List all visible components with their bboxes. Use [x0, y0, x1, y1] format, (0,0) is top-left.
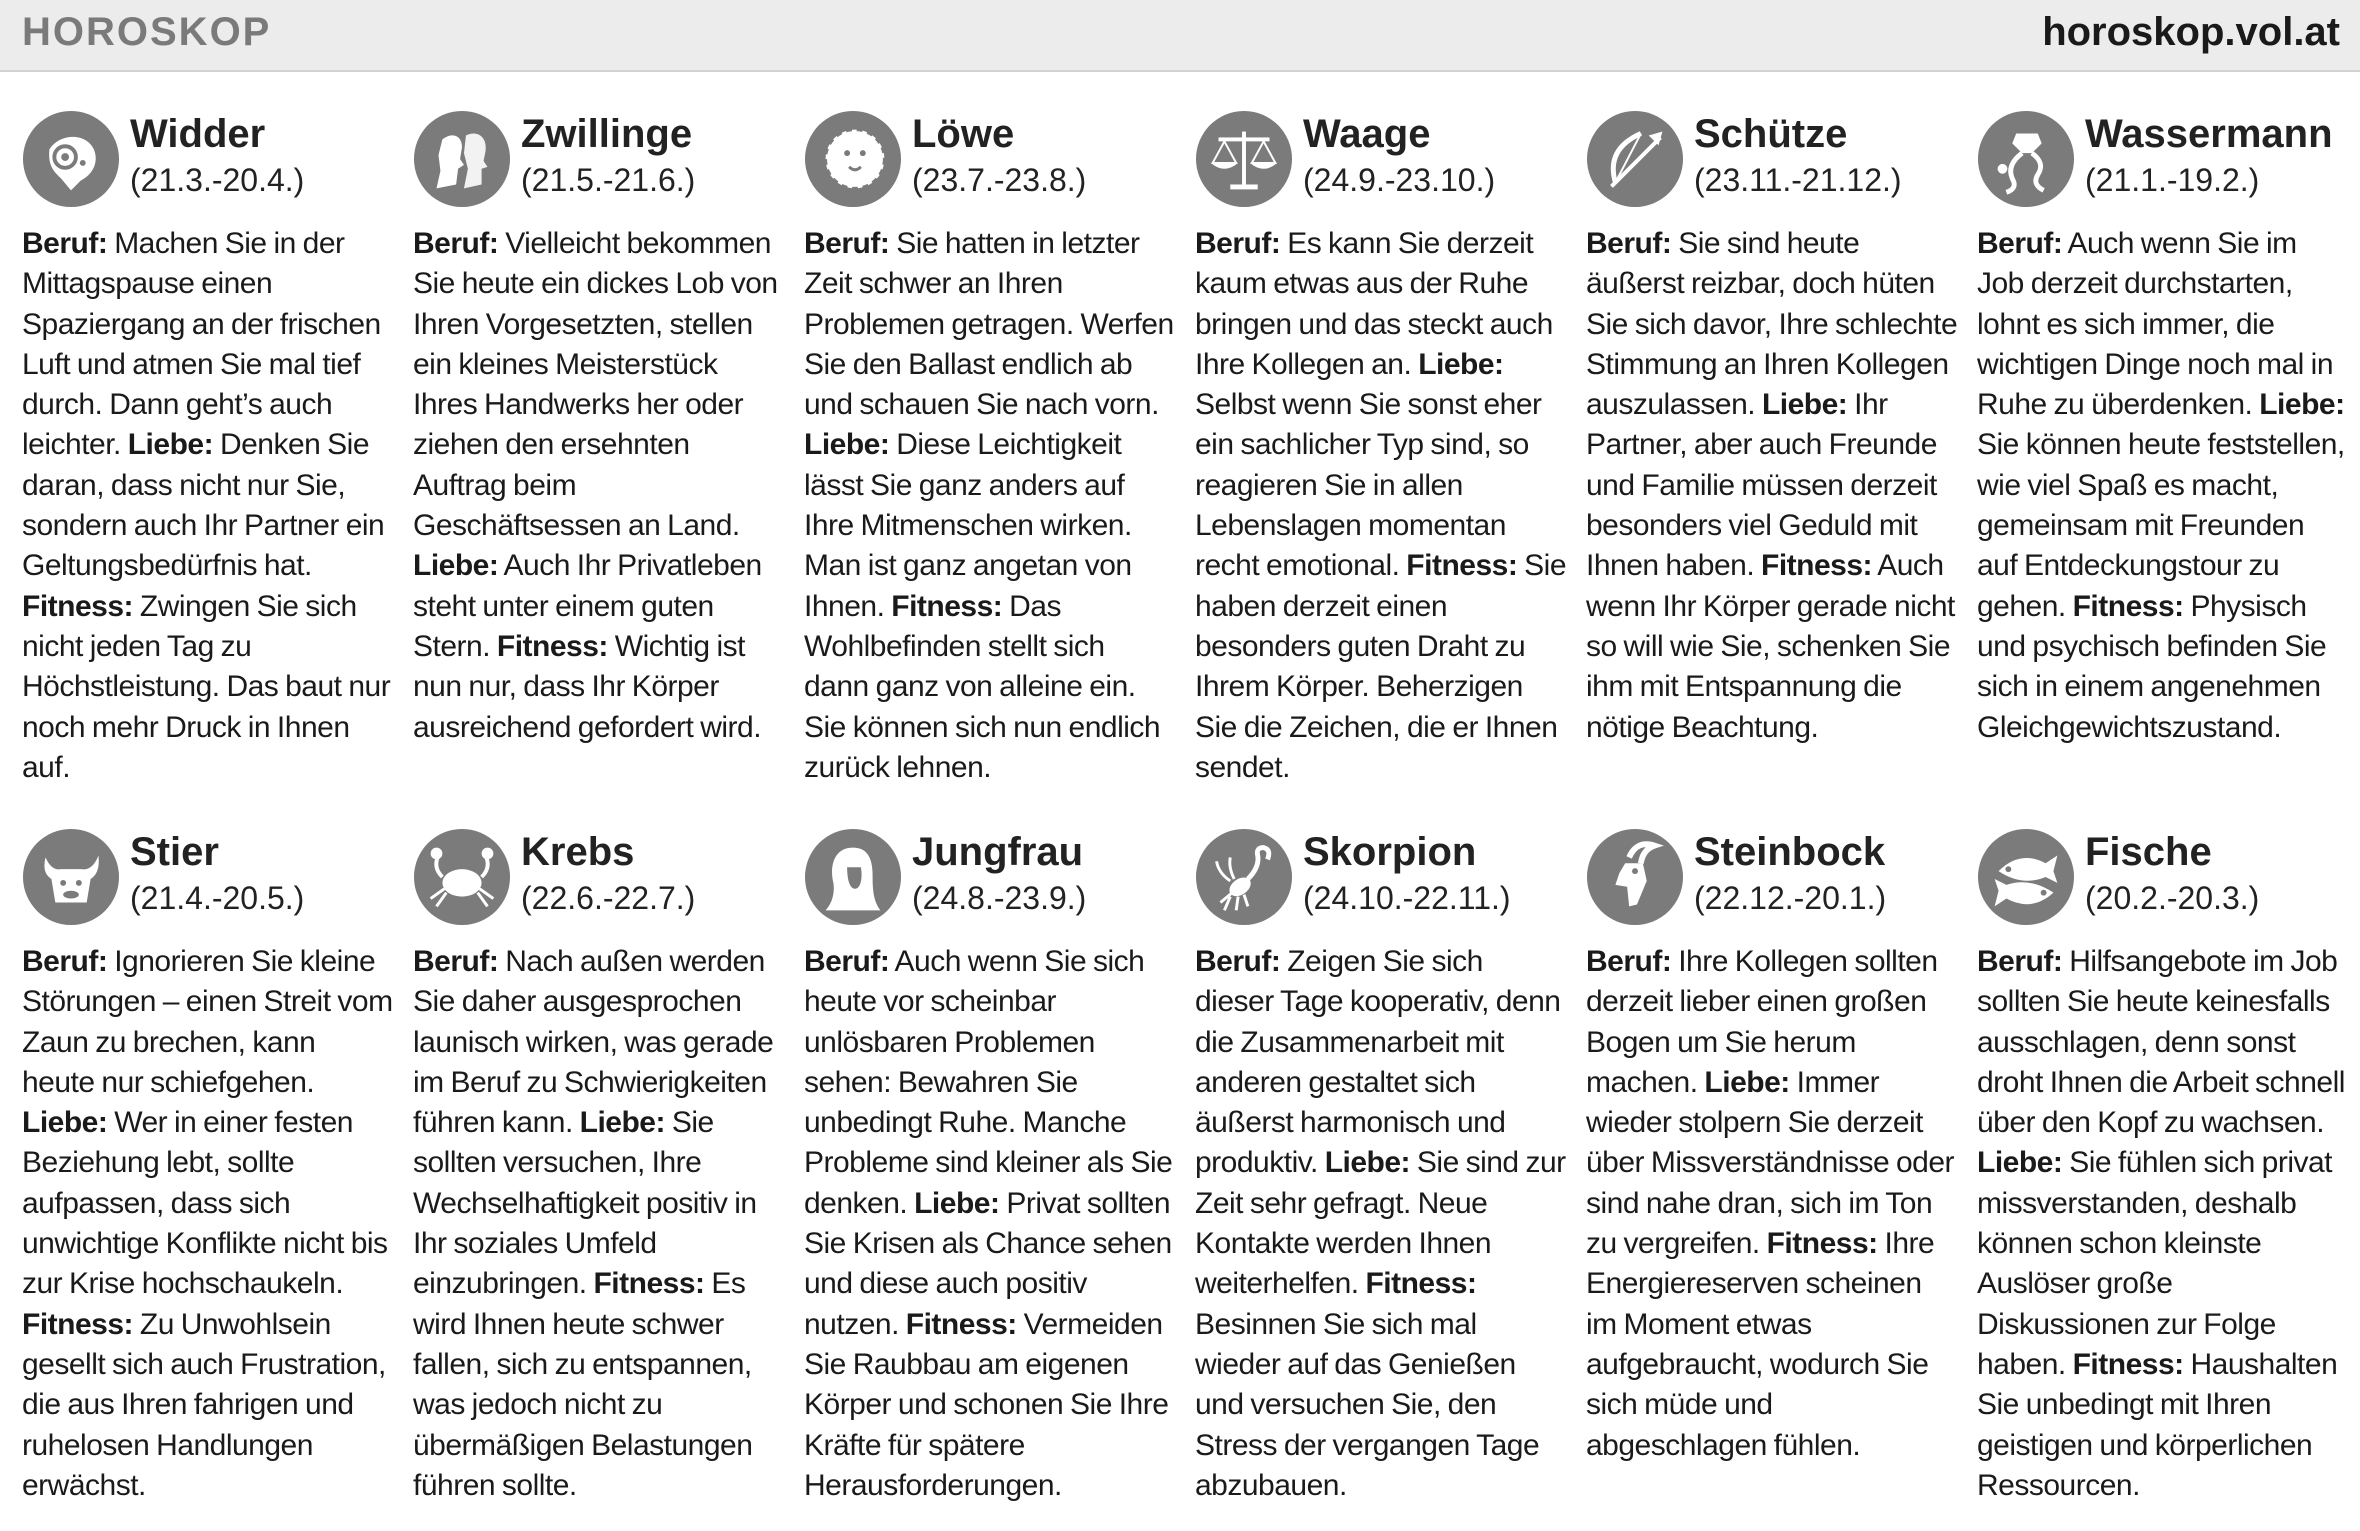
beruf-label: Beruf: [22, 227, 108, 260]
section-title: HOROSKOP [22, 10, 272, 54]
beruf-label: Beruf: [1195, 227, 1281, 260]
sign-text [413, 942, 785, 1506]
ram-icon [22, 110, 120, 208]
fitness-text: Es wird Ihnen heute schwer fallen, sich zu entspannen, was jedoch nicht zu übermäßigen Belastungen führen sollte. [413, 1267, 753, 1502]
fish-icon [1977, 828, 2075, 926]
liebe-label: Liebe: [2259, 388, 2345, 422]
fitness-text: Ihre Energiereserven scheinen im Moment etwas aufgebraucht, wodurch Sie sich müde und abgeschlagen fühlen. [1586, 1227, 1935, 1462]
fitness-text: Zu Unwohlsein gesellt sich auch Frustration, die aus Ihren fahrigen und ruhelosen Handlungen erwächst. [22, 1307, 386, 1502]
liebe-text: Auch Ihr Privatleben steht unter einem guten Stern. [413, 549, 762, 663]
sign-dates: (21.5.-21.6.) [521, 162, 696, 198]
sign-name: Steinbock [1694, 830, 1886, 874]
sign-text [22, 224, 394, 788]
sign-dates: (23.11.-21.12.) [1694, 162, 1902, 198]
fitness-label: Fitness: [22, 589, 134, 623]
liebe-text: Sie sollten versuchen, Ihre Wechselhaftigkeit positiv in Ihr soziales Umfeld einzubringen. [413, 1106, 757, 1301]
fitness-label: Fitness: [1365, 1267, 1477, 1301]
sign-text [22, 942, 394, 1506]
liebe-label: Liebe: [22, 1106, 108, 1140]
beruf-label: Beruf: [1586, 945, 1672, 978]
sign-name: Zwillinge [521, 112, 693, 156]
liebe-label: Liebe: [1704, 1065, 1790, 1099]
fitness-text: Physisch und psychisch befinden Sie sich in einem angenehmen Gleichgewichtszustand. [1977, 589, 2327, 744]
sign-name: Krebs [521, 830, 635, 874]
virgin-icon [804, 828, 902, 926]
liebe-text: Sie sind zur Zeit sehr gefragt. Neue Kontakte werden Ihnen weiterhelfen. [1195, 1146, 1566, 1301]
site-url[interactable]: horoskop.vol.at [2042, 10, 2340, 54]
ibex-icon [1586, 828, 1684, 926]
twins-icon [413, 110, 511, 208]
fitness-label: Fitness: [1766, 1227, 1878, 1261]
beruf-label: Beruf: [1195, 945, 1281, 978]
beruf-text: Sie sind heute äußerst reizbar, doch hüten Sie sich davor, Ihre schlechte Stimmung an Ihren Kollegen auszulassen. [1586, 227, 1958, 422]
sign-dates: (24.8.-23.9.) [912, 880, 1087, 916]
sign-name: Widder [130, 112, 266, 156]
liebe-text: Privat sollten Sie Krisen als Chance sehen und diese auch positiv nutzen. [804, 1186, 1172, 1341]
beruf-text: Ihre Kollegen sollten derzeit lieber einen großen Bogen um Sie herum machen. [1586, 945, 1938, 1099]
sign-dates: (24.9.-23.10.) [1303, 162, 1496, 198]
beruf-label: Beruf: [1977, 945, 2063, 978]
beruf-text: Vielleicht bekommen Sie heute ein dickes Lob von Ihren Vorgesetzten, stellen ein kleines Meisterstück Ihres Handwerks her oder ziehen den ersehnten Auftrag beim Geschäftsessen an Land. [413, 227, 778, 543]
beruf-text: Sie hatten in letzter Zeit schwer an Ihren Problemen getragen. Werfen Sie den Ballast endlich ab und schauen Sie nach vorn. [804, 227, 1174, 422]
fitness-text: Besinnen Sie sich mal wieder auf das Genießen und versuchen Sie, den Stress der vergangen Tage abzubauen. [1195, 1307, 1540, 1502]
sign-name: Löwe [912, 112, 1015, 156]
sign-text [804, 942, 1176, 1506]
liebe-label: Liebe: [127, 428, 214, 462]
beruf-text: Hilfsangebote im Job sollten Sie heute keinesfalls ausschlagen, denn sonst droht Ihnen die Arbeit schnell über den Kopf zu wachsen. [1977, 945, 2345, 1140]
liebe-label: Liebe: [1977, 1146, 2063, 1180]
archer-icon [1586, 110, 1684, 208]
beruf-text: Machen Sie in der Mittagspause einen Spaziergang an der frischen Luft und atmen Sie mal tief durch. Dann geht’s auch leichter. [22, 227, 381, 462]
bull-icon [22, 828, 120, 926]
scales-icon [1195, 110, 1293, 208]
liebe-label: Liebe: [914, 1186, 1000, 1220]
liebe-text: Selbst wenn Sie sonst eher ein sachlicher Typ sind, so reagieren Sie in allen Lebenslagen momentan recht emotional. [1195, 388, 1542, 583]
liebe-label: Liebe: [804, 428, 890, 462]
sign-dates: (24.10.-22.11.) [1303, 880, 1511, 916]
sign-text [1195, 224, 1567, 788]
fitness-label: Fitness: [2072, 1347, 2184, 1381]
liebe-text: Diese Leichtigkeit lässt Sie ganz anders auf Ihre Mitmenschen wirken. Man ist ganz angetan von Ihnen. [804, 428, 1132, 623]
sign-text [1586, 942, 1958, 1466]
sign-dates: (21.4.-20.5.) [130, 880, 305, 916]
beruf-label: Beruf: [413, 945, 499, 978]
sign-text [1977, 942, 2349, 1506]
fitness-label: Fitness: [2072, 589, 2184, 623]
lion-icon [804, 110, 902, 208]
fitness-label: Fitness: [1406, 549, 1518, 583]
sign-name: Schütze [1694, 112, 1848, 156]
liebe-text: Ihr Partner, aber auch Freunde und Familie müssen derzeit besonders viel Geduld mit Ihnen haben. [1586, 388, 1937, 583]
fitness-text: Sie haben derzeit einen besonders guten Draht zu Ihrem Körper. Beherzigen Sie die Zeichen, die er Ihnen sendet. [1195, 549, 1567, 784]
beruf-text: Ignorieren Sie kleine Störungen – einen Streit vom Zaun zu brechen, kann heute nur schiefgehen. [22, 945, 393, 1099]
fitness-text: Vermeiden Sie Raubbau am eigenen Körper und schonen Sie Ihre Kräfte für spätere Herausforderungen. [804, 1307, 1169, 1502]
sign-name: Jungfrau [912, 830, 1084, 874]
liebe-text: Sie fühlen sich privat missverstanden, deshalb können schon kleinste Auslöser große Diskussionen zur Folge haben. [1977, 1146, 2333, 1381]
sign-name: Skorpion [1303, 830, 1477, 874]
sign-name: Stier [130, 830, 219, 874]
beruf-text: Auch wenn Sie sich heute vor scheinbar unlösbaren Problemen sehen: Bewahren Sie unbedingt Ruhe. Manche Probleme sind kleiner als Sie denken. [804, 945, 1173, 1220]
beruf-label: Beruf: [804, 945, 890, 978]
fitness-text: Wichtig ist nun nur, dass Ihr Körper ausreichend gefordert wird. [413, 629, 762, 744]
beruf-text: Es kann Sie derzeit kaum etwas aus der Ruhe bringen und das steckt auch Ihre Kollegen an. [1195, 227, 1553, 381]
sign-name: Fische [2085, 830, 2212, 874]
sign-dates: (22.12.-20.1.) [1694, 880, 1887, 916]
water-bearer-icon [1977, 110, 2075, 208]
fitness-text: Auch wenn Ihr Körper gerade nicht so will wie Sie, schenken Sie ihm mit Entspannung die nötige Beachtung. [1586, 549, 1955, 744]
beruf-text: Nach außen werden Sie daher ausgesprochen launisch wirken, was gerade im Beruf zu Schwierigkeiten führen kann. [413, 945, 774, 1140]
beruf-label: Beruf: [22, 945, 108, 978]
fitness-label: Fitness: [1761, 549, 1873, 583]
sign-dates: (20.2.-20.3.) [2085, 880, 2260, 916]
sign-text [413, 224, 785, 748]
fitness-label: Fitness: [496, 629, 608, 663]
sign-name: Wassermann [2085, 112, 2333, 156]
fitness-label: Fitness: [905, 1307, 1017, 1341]
fitness-label: Fitness: [891, 589, 1003, 623]
liebe-text: Wer in einer festen Beziehung lebt, sollte aufpassen, dass sich unwichtige Konflikte nicht bis zur Krise hochschaukeln. [22, 1106, 388, 1301]
liebe-label: Liebe: [1324, 1146, 1411, 1180]
sign-dates: (22.6.-22.7.) [521, 880, 696, 916]
beruf-text: Auch wenn Sie im Job derzeit durchstarten, lohnt es sich immer, die wichtigen Dinge noch mal in Ruhe zu überdenken. [1977, 227, 2334, 422]
liebe-label: Liebe: [1418, 347, 1504, 381]
sign-name: Waage [1303, 112, 1431, 156]
sign-dates: (21.3.-20.4.) [130, 162, 305, 198]
sign-text [1977, 224, 2349, 748]
crab-icon [413, 828, 511, 926]
scorpion-icon [1195, 828, 1293, 926]
fitness-label: Fitness: [22, 1307, 134, 1341]
liebe-text: Immer wieder stolpern Sie derzeit über Missverständnisse oder sind nahe dran, sich im Ton zu vergreifen. [1586, 1065, 1955, 1261]
liebe-label: Liebe: [579, 1106, 665, 1140]
beruf-label: Beruf: [1977, 227, 2063, 260]
fitness-text: Haushalten Sie unbedingt mit Ihren geistigen und körperlichen Ressourcen. [1977, 1347, 2338, 1502]
beruf-label: Beruf: [1586, 227, 1672, 260]
sign-text [1195, 942, 1567, 1506]
liebe-label: Liebe: [1761, 388, 1848, 422]
page-header [0, 0, 2360, 72]
fitness-label: Fitness: [593, 1267, 705, 1301]
beruf-text: Zeigen Sie sich dieser Tage kooperativ, denn die Zusammenarbeit mit anderen gestaltet sich äußerst harmonisch und produktiv. [1195, 945, 1561, 1180]
liebe-text: Denken Sie daran, dass nicht nur Sie, sondern auch Ihr Partner ein Geltungsbedürfnis hat. [22, 428, 385, 583]
liebe-label: Liebe: [413, 549, 499, 583]
fitness-text: Zwingen Sie sich nicht jeden Tag zu Höchstleistung. Das baut nur noch mehr Druck in Ihnen auf. [22, 589, 391, 784]
liebe-text: Sie können heute feststellen, wie viel Spaß es macht, gemeinsam mit Freunden auf Entdeckungstour zu gehen. [1977, 428, 2345, 623]
sign-dates: (21.1.-19.2.) [2085, 162, 2260, 198]
sign-text [804, 224, 1176, 788]
sign-dates: (23.7.-23.8.) [912, 162, 1087, 198]
sign-text [1586, 224, 1958, 748]
fitness-text: Das Wohlbefinden stellt sich dann ganz von alleine ein. Sie können sich nun endlich zurück lehnen. [804, 589, 1161, 784]
beruf-label: Beruf: [413, 227, 499, 260]
beruf-label: Beruf: [804, 227, 890, 260]
